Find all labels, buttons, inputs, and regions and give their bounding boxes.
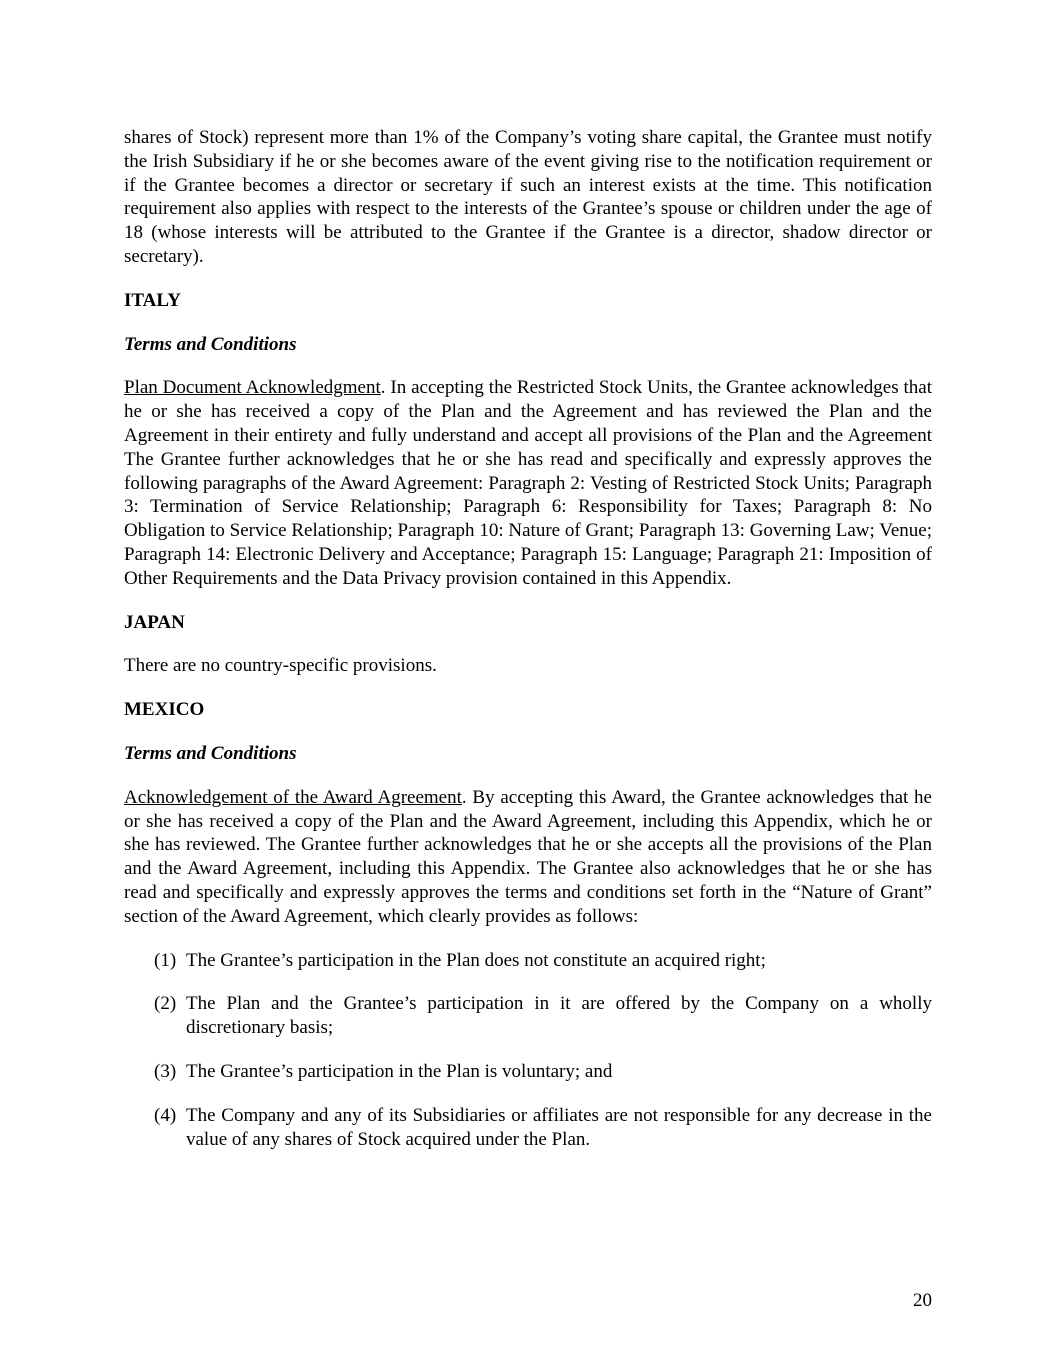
mexico-acknowledgement-lead: Acknowledgement of the Award Agreement (124, 786, 462, 808)
section-heading-mexico: MEXICO (124, 699, 205, 721)
italy-acknowledgment-paragraph (124, 376, 932, 590)
document-page (124, 126, 932, 1171)
list-item-text: The Plan and the Grantee’s participation in it are offered by the Company on a wholly discretionary basis; (186, 993, 932, 1039)
subheading-italy-terms: Terms and Conditions (124, 333, 297, 355)
list-item-text: The Grantee’s participation in the Plan does not constitute an acquired right; (186, 949, 766, 971)
japan-paragraph: There are no country-specific provisions. (124, 655, 437, 677)
list-item-number: (3) (154, 1060, 177, 1082)
page-number: 20 (913, 1290, 932, 1311)
list-item (154, 992, 932, 1040)
list-item-text: The Company and any of its Subsidiaries or affiliates are not responsible for any decrease in the value of any shares of Stock acquired under the Plan. (186, 1104, 932, 1150)
mexico-acknowledgement-body: . By accepting this Award, the Grantee acknowledges that he or she has received a copy of the Plan and the Award Agreement, including this Appendix, which he or she has reviewed. The Grantee further acknowledges that he or she accepts all the provisions of the Plan and the Award Agreement, including this Appendix. The Grantee also acknowledges that he or she has read and specifically and expressly approves the terms and conditions set forth in the “Nature of Grant” section of the Award Agreement, which clearly provides as follows: (124, 786, 932, 927)
list-item (154, 1104, 932, 1152)
list-item-number: (4) (154, 1104, 177, 1126)
continuation-paragraph: shares of Stock) represent more than 1% of the Company’s voting share capital, the Grantee must notify the Irish Subsidiary if he or she becomes aware of the event giving rise to the notification requirement or if the Grantee becomes a director or secretary if such an interest exists at the time. This notification requirement also applies with respect to the interests of the Grantee’s spouse or children under the age of 18 (whose interests will be attributed to the Grantee if the Grantee is a director, shadow director or secretary). (124, 127, 932, 267)
list-item-number: (2) (154, 993, 177, 1015)
list-item (154, 949, 932, 973)
italy-acknowledgment-body: . In accepting the Restricted Stock Units, the Grantee acknowledges that he or she has received a copy of the Plan and the Agreement and has reviewed the Plan and the Agreement in their entirety and fully understand and accept all provisions of the Plan and the Agreement The Grantee further acknowledges that he or she has read and specifically and expressly approves the following paragraphs of the Award Agreement: Paragraph 2: Vesting of Restricted Stock Units; Paragraph 3: Termination of Service Relationship; Paragraph 6: Responsibility for Taxes; Paragraph 8: No Obligation to Service Relationship; Paragraph 10: Nature of Grant; Paragraph 13: Governing Law; Venue; Paragraph 14: Electronic Delivery and Acceptance; Paragraph 15: Language; Paragraph 21: Imposition of Other Requirements and the Data Privacy provision contained in this Appendix. (124, 377, 932, 589)
italy-acknowledgment-lead: Plan Document Acknowledgment (124, 377, 381, 399)
list-item-text: The Grantee’s participation in the Plan is voluntary; and (186, 1060, 613, 1082)
list-item (154, 1060, 932, 1084)
section-heading-japan: JAPAN (124, 611, 185, 633)
mexico-acknowledgement-paragraph (124, 786, 932, 929)
section-heading-italy: ITALY (124, 289, 182, 311)
subheading-mexico-terms: Terms and Conditions (124, 742, 297, 764)
list-item-number: (1) (154, 949, 177, 971)
